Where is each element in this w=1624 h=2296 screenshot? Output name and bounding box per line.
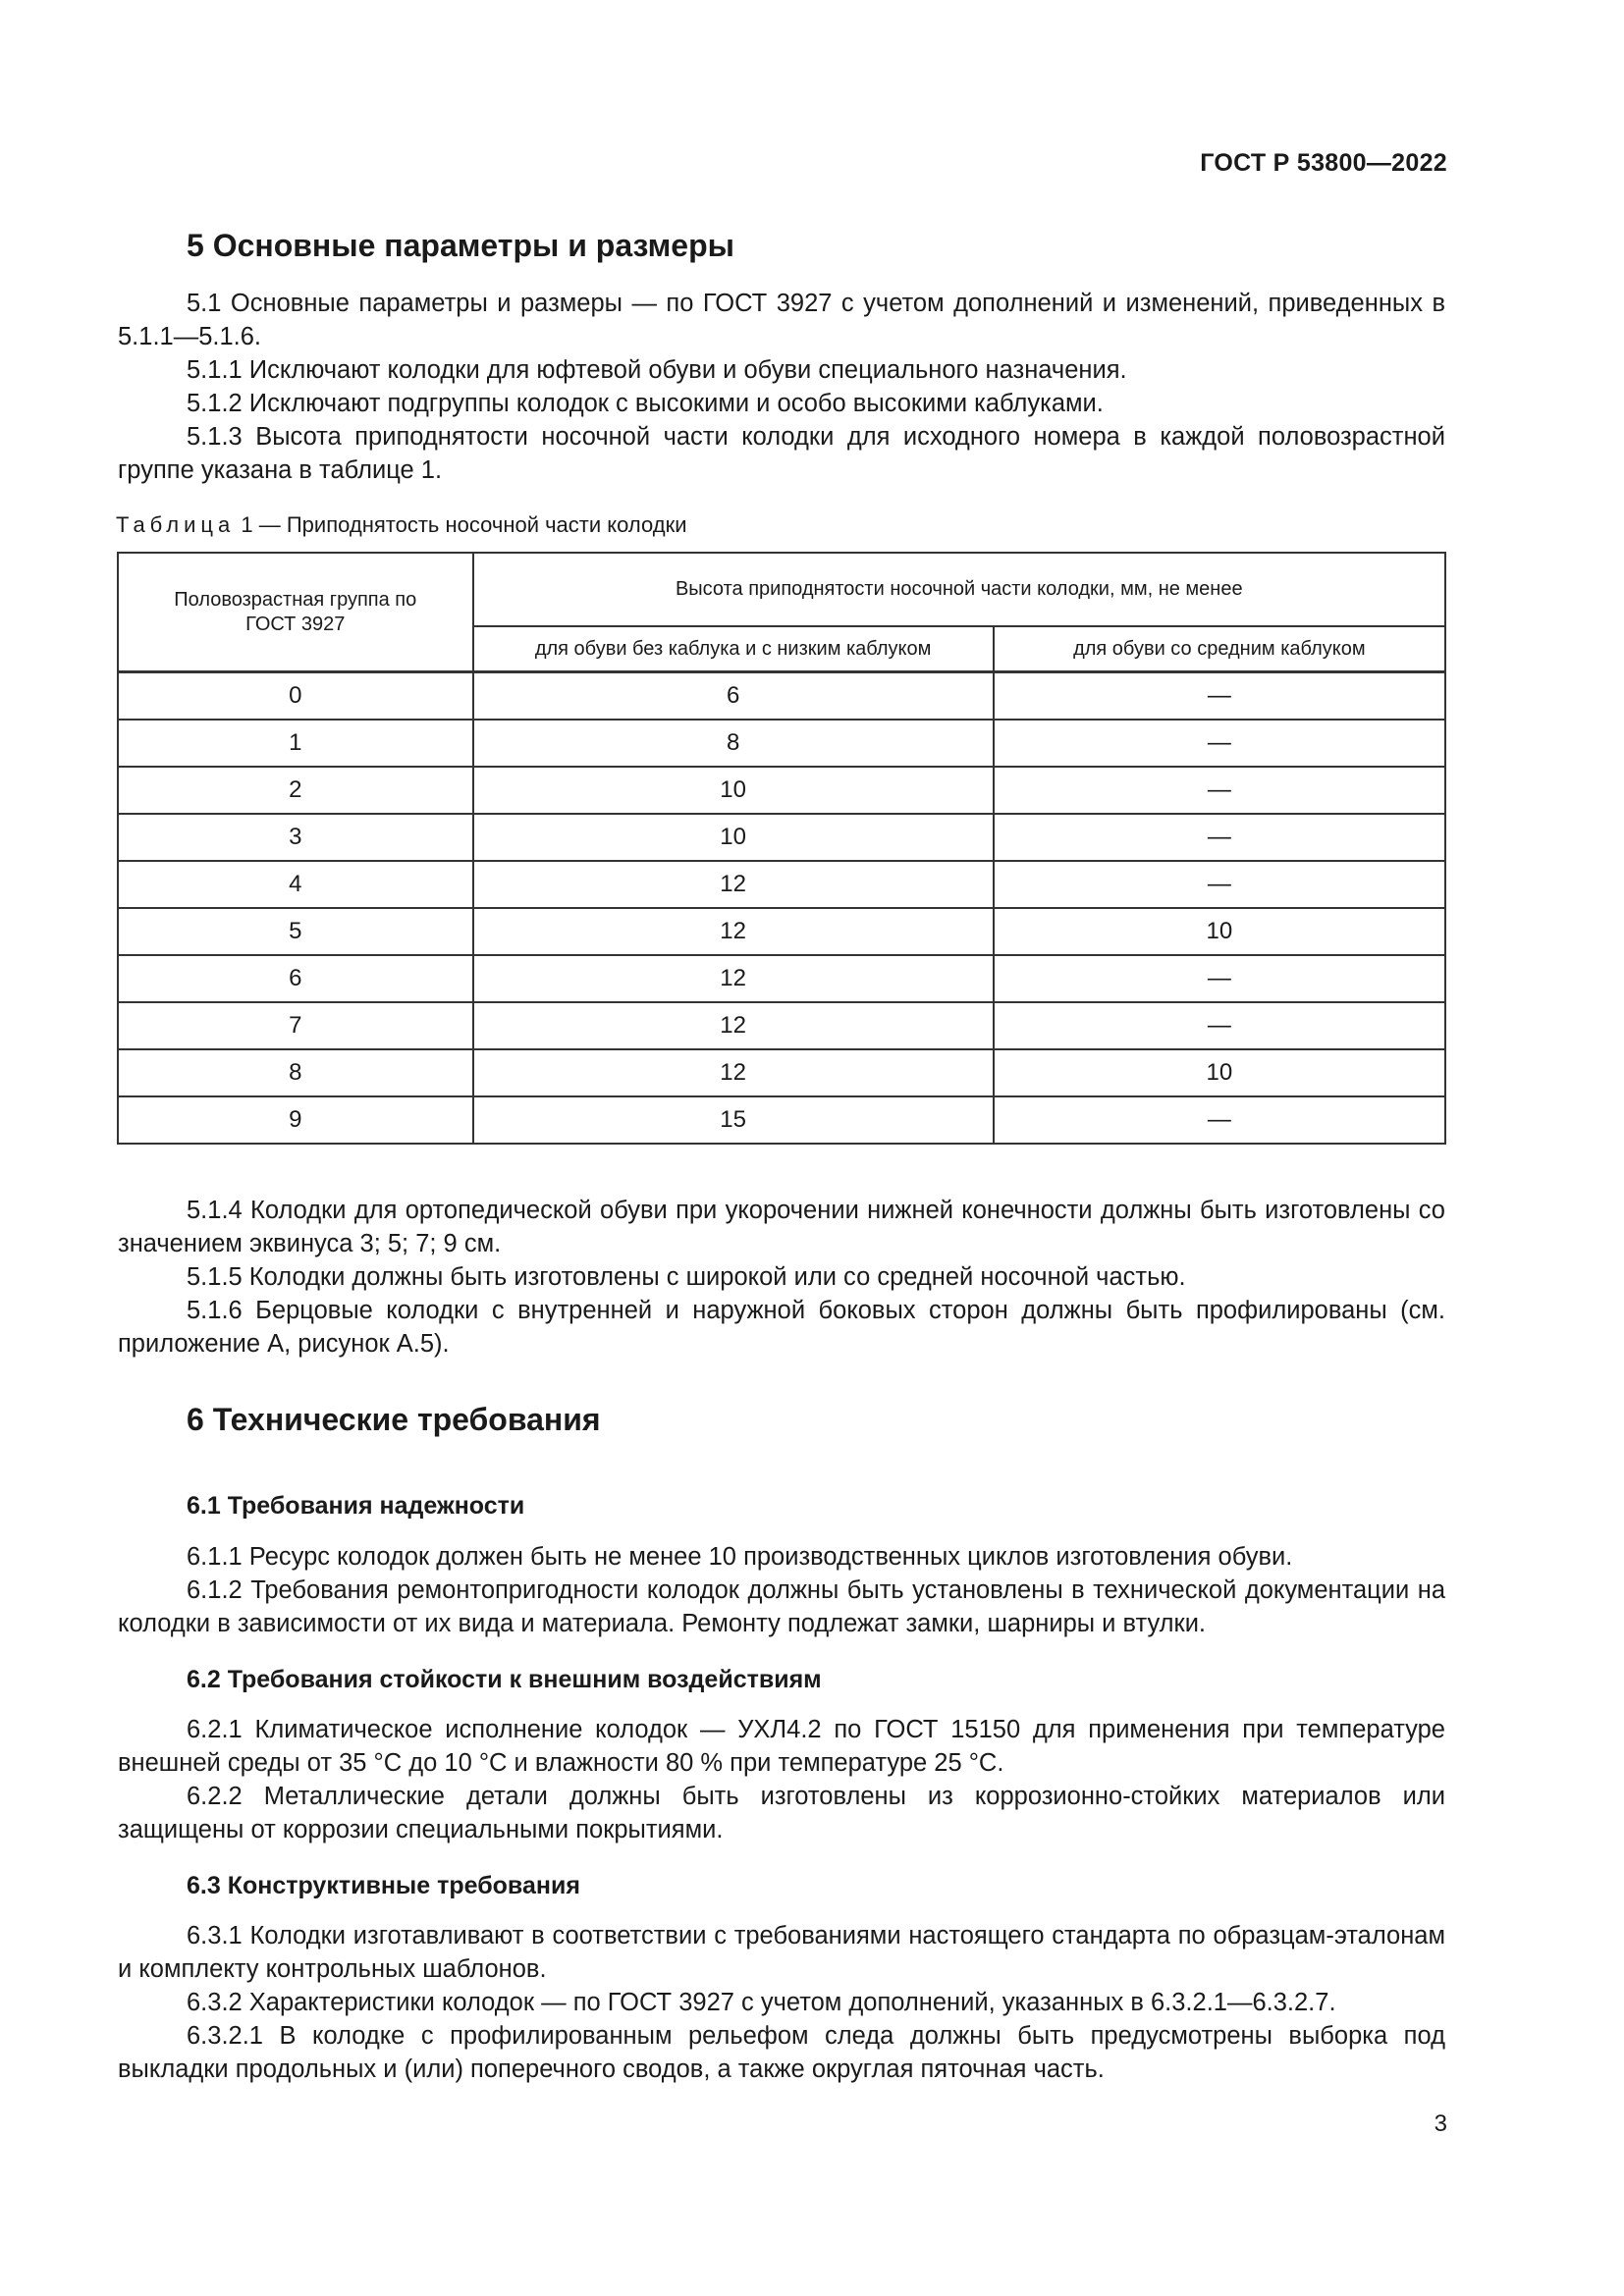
cell-mid: — xyxy=(994,767,1445,814)
paragraph-6-3-1: 6.3.1 Колодки изготавливают в соответствии с требованиями настоящего стандарта по образцам-эталонам и комплекту контрольных шаблонов. xyxy=(118,1922,1445,1983)
column-header-mid-heel: для обуви со средним каблуком xyxy=(994,626,1445,672)
table-row xyxy=(118,1096,1445,1144)
paragraph-5-1-3: 5.1.3 Высота приподнятости носочной части колодки для исходного номера в каждой половозрастной группе указана в таблице 1. xyxy=(118,423,1445,484)
page-number: 3 xyxy=(1434,2110,1447,2137)
section-5-title: 5 Основные параметры и размеры xyxy=(187,228,734,263)
paragraph-6-2-2: 6.2.2 Металлические детали должны быть изготовлены из коррозионно-стойких материалов или защищены от коррозии специальными покрытиями. xyxy=(118,1783,1445,1843)
cell-group: 9 xyxy=(118,1096,473,1144)
table-row xyxy=(118,1002,1445,1049)
subsection-6-3-title: 6.3 Конструктивные требования xyxy=(187,1872,580,1899)
paragraph-6-1-2: 6.1.2 Требования ремонтопригодности колодок должны быть установлены в технической документации на колодки в зависимости от их вида и материала. Ремонту подлежат замки, шарниры и втулки. xyxy=(118,1576,1445,1637)
cell-low: 12 xyxy=(473,1002,994,1049)
cell-low: 6 xyxy=(473,672,994,721)
paragraph-6-3-2: 6.3.2 Характеристики колодок — по ГОСТ 3927 с учетом дополнений, указанных в 6.3.2.1—6.3.2.7. xyxy=(187,1989,1336,2016)
table-row xyxy=(118,720,1445,767)
cell-group: 5 xyxy=(118,908,473,955)
table-caption-text: 1 — Приподнятость носочной части колодки xyxy=(241,512,687,537)
cell-group: 6 xyxy=(118,955,473,1002)
subsection-6-2-title: 6.2 Требования стойкости к внешним воздействиям xyxy=(187,1666,822,1693)
paragraph-5-1-6: 5.1.6 Берцовые колодки с внутренней и наружной боковых сторон должны быть профилированы (см. приложение А, рисунок А.5). xyxy=(118,1297,1445,1358)
cell-mid: — xyxy=(994,1002,1445,1049)
paragraph-5-1-5: 5.1.5 Колодки должны быть изготовлены с широкой или со средней носочной частью. xyxy=(187,1263,1186,1291)
cell-mid: — xyxy=(994,814,1445,861)
table-row xyxy=(118,672,1445,721)
cell-low: 12 xyxy=(473,861,994,908)
cell-low: 8 xyxy=(473,720,994,767)
cell-mid: 10 xyxy=(994,908,1445,955)
paragraph-6-2-1: 6.2.1 Климатическое исполнение колодок — УХЛ4.2 по ГОСТ 15150 для применения при температуре внешней среды от 35 °С до 10 °С и влажности 80 % при температуре 25 °С. xyxy=(118,1716,1445,1777)
paragraph-5-1-4: 5.1.4 Колодки для ортопедической обуви при укорочении нижней конечности должны быть изготовлены со значением эквинуса 3; 5; 7; 9 см. xyxy=(118,1197,1445,1257)
table-row xyxy=(118,908,1445,955)
cell-low: 15 xyxy=(473,1096,994,1144)
table-row xyxy=(118,955,1445,1002)
table-row xyxy=(118,1049,1445,1096)
cell-mid: — xyxy=(994,861,1445,908)
cell-low: 12 xyxy=(473,1049,994,1096)
column-header-height: Высота приподнятости носочной части колодки, мм, не менее xyxy=(473,553,1445,626)
cell-low: 12 xyxy=(473,908,994,955)
paragraph-5-1: 5.1 Основные параметры и размеры — по ГОСТ 3927 с учетом дополнений и изменений, приведенных в 5.1.1—5.1.6. xyxy=(118,290,1445,350)
cell-mid: — xyxy=(994,1096,1445,1144)
subsection-6-1-title: 6.1 Требования надежности xyxy=(187,1492,525,1520)
table-1-caption xyxy=(116,512,686,538)
column-header-group: Половозрастная группа по ГОСТ 3927 xyxy=(118,553,473,672)
cell-mid: 10 xyxy=(994,1049,1445,1096)
cell-group: 0 xyxy=(118,672,473,721)
cell-mid: — xyxy=(994,720,1445,767)
cell-group: 1 xyxy=(118,720,473,767)
table-row xyxy=(118,814,1445,861)
cell-group: 3 xyxy=(118,814,473,861)
cell-low: 12 xyxy=(473,955,994,1002)
paragraph-5-1-2: 5.1.2 Исключают подгруппы колодок с высокими и особо высокими каблуками. xyxy=(187,390,1104,417)
section-6-title: 6 Технические требования xyxy=(187,1402,601,1437)
cell-group: 8 xyxy=(118,1049,473,1096)
cell-low: 10 xyxy=(473,814,994,861)
cell-mid: — xyxy=(994,672,1445,721)
table-row xyxy=(118,861,1445,908)
table-1 xyxy=(117,552,1446,1145)
paragraph-6-3-2-1: 6.3.2.1 В колодке с профилированным рельефом следа должны быть предусмотрены выборка под выкладки продольных и (или) поперечного сводов, а также округлая пяточная часть. xyxy=(118,2022,1445,2083)
cell-mid: — xyxy=(994,955,1445,1002)
paragraph-5-1-1: 5.1.1 Исключают колодки для юфтевой обуви и обуви специального назначения. xyxy=(187,356,1127,384)
column-header-low-heel: для обуви без каблука и с низким каблуком xyxy=(473,626,994,672)
cell-low: 10 xyxy=(473,767,994,814)
cell-group: 2 xyxy=(118,767,473,814)
table-caption-label: Таблица xyxy=(116,512,236,537)
cell-group: 4 xyxy=(118,861,473,908)
cell-group: 7 xyxy=(118,1002,473,1049)
paragraph-6-1-1: 6.1.1 Ресурс колодок должен быть не менее 10 производственных циклов изготовления обуви. xyxy=(187,1543,1293,1571)
document-id: ГОСТ Р 53800—2022 xyxy=(1200,149,1447,177)
table-row xyxy=(118,767,1445,814)
